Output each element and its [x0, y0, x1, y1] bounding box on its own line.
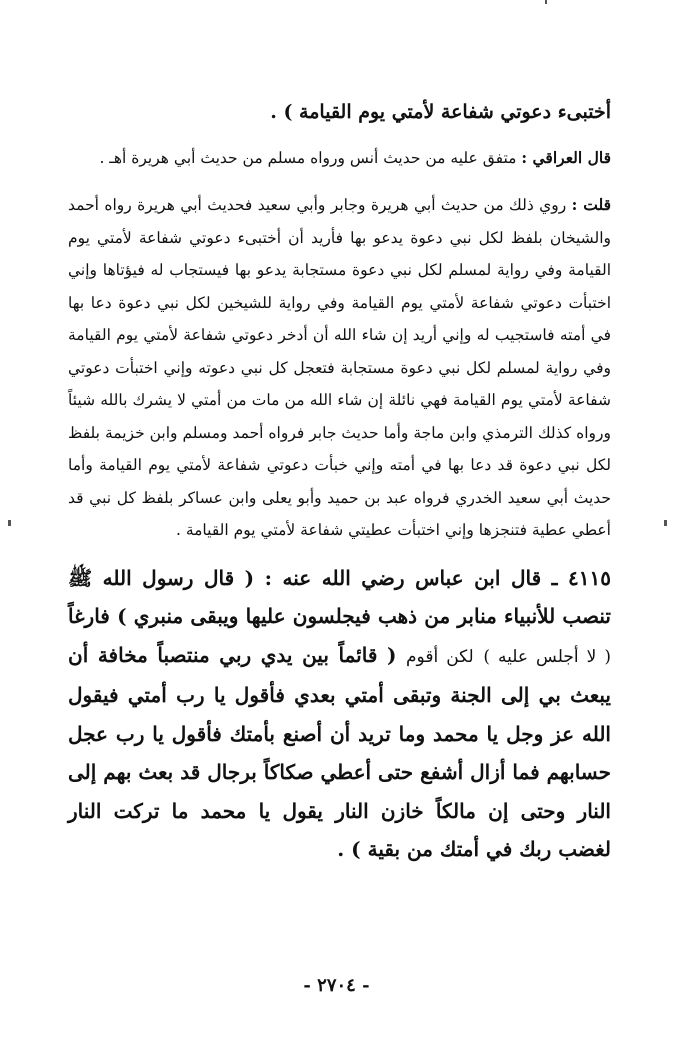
hadith-plain: لكن أقوم	[406, 646, 474, 667]
iraqi-label: قال العراقي :	[521, 148, 611, 167]
margin-mark-left	[8, 520, 11, 526]
hadith-opening: ٤١١٥ ـ قال ابن عباس رضي الله عنه : ( قال رسول الله ﷺ	[68, 565, 611, 590]
qultu-text: روي ذلك من حديث أبي هريرة وجابر وأبي سعيد فحديث أبي هريرة رواه أحمد والشيخان بلفظ لكل نبي دعوة يدعو بها فأريد أن أختبىء دعوتي شفاعة لأمتي يوم القيامة وفي رواية لمسلم لكل نبي دعوة مستجابة يدعو بها فيستجاب له فيؤتاها وإني اختبأت دعوتي شفاعة لأمتي يوم القيامة وفي رواية للشيخين لكل نبي دعوة دعا بها في أمته فاستجيب له وإني أريد إن شاء الله أن أدخر دعوتي شفاعة لأمتي يوم القيامة وفي رواية لمسلم لكل نبي دعوة مستجابة فتعجل كل نبي دعوته وإني اختبأت دعوتي شفاعة لأمتي يوم القيامة فهي نائلة إن شاء الله من مات من أمتي لا يشرك بالله شيئاً ورواه كذلك الترمذي وابن ماجة وأما حديث جابر فرواه أحمد ومسلم وابن خزيمة بلفظ لكل نبي دعوة قد دعا بها في أمته وإني خبأت دعوتي شفاعة لأمتي يوم القيامة وأما حديث أبي سعيد الخدري فرواه عبد بن حميد وأبو يعلى وابن عساكر بلفظ كل نبي قد أعطي عطية فتنجزها وإني اختبأت عطيتي شفاعة لأمتي يوم القيامة .	[68, 196, 611, 539]
hadith-4115	[68, 559, 611, 869]
intro-line: أختبىء دعوتي شفاعة لأمتي يوم القيامة ) .	[270, 101, 611, 123]
margin-mark-right	[664, 520, 667, 526]
margin-mark-top	[545, 0, 547, 4]
qultu-note	[68, 189, 611, 547]
qultu-label: قلت :	[571, 195, 611, 214]
hadith-body-1: تنصب للأنبياء منابر من ذهب فيجلسون عليها ويبقى منبري ) فارغاً	[68, 604, 611, 628]
page-body	[68, 95, 611, 869]
iraqi-text: متفق عليه من حديث أنس ورواه مسلم من حديث أبي هريرة أهـ .	[99, 149, 517, 167]
hadith-bracket-1: ( لا أجلس عليه )	[483, 646, 611, 667]
page-number: - ٢٧٠٤ -	[303, 975, 370, 996]
hadith-body-2: ( قائماً بين يدي ربي منتصباً مخافة أن يبعث بي إلى الجنة وتبقى أمتي بعدي فأقول يا رب أمتي فيقول الله عز وجل يا محمد وما تريد أن أصنع بأمتك فأقول يا رب عجل حسابهم فما أزال أشفع حتى أعطي صكاكاً برجال قد بعث بهم إلى النار وحتى إن مالكاً خازن النار يقول يا محمد ما تركت النار لغضب ربك في أمتك من بقية ) .	[68, 642, 611, 861]
iraqi-note	[68, 141, 611, 175]
